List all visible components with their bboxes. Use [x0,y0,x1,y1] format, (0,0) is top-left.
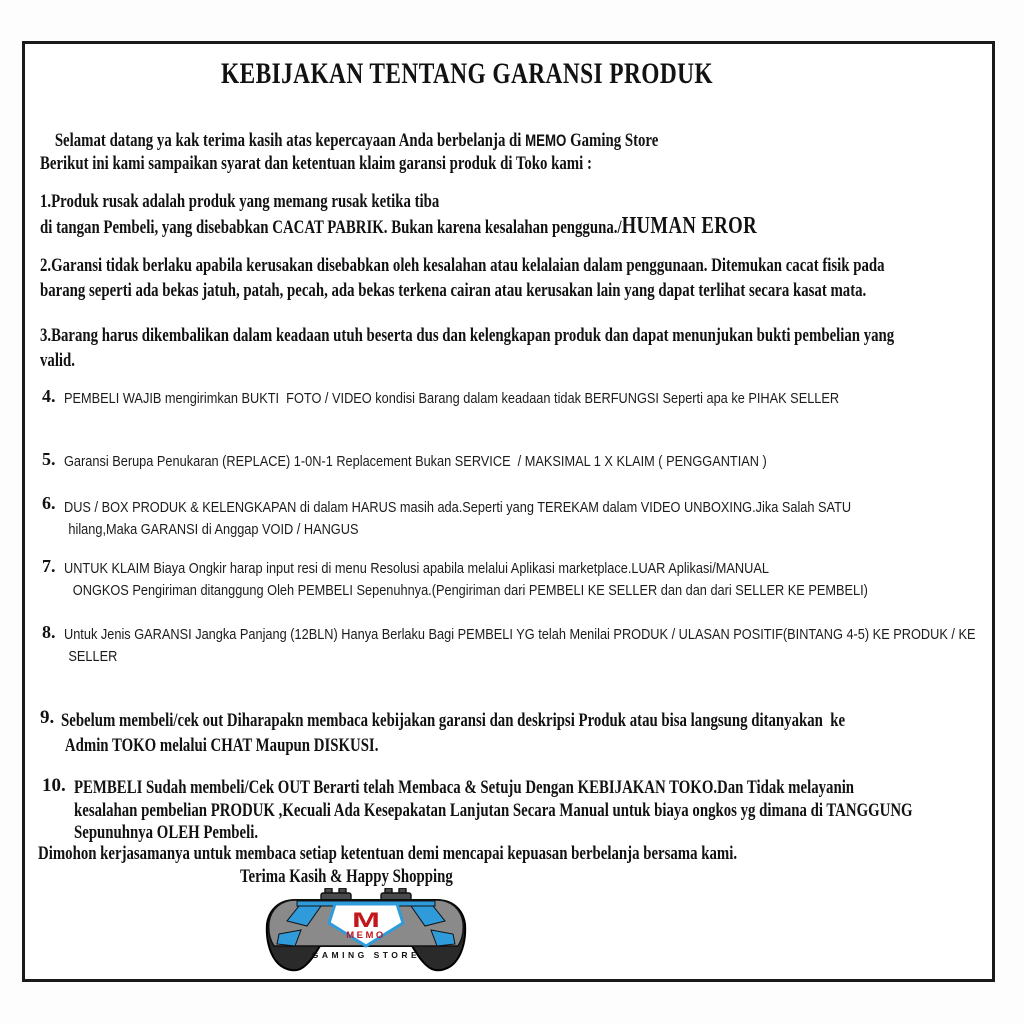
item-line: DUS / BOX PRODUK & KELENGKAPAN di dalam HARUS masih ada.Seperti yang TEREKAM dalam VIDEO UNBOXING.Jika Salah SATU [64,500,852,516]
logo-brand: MEMO [346,930,386,941]
item-line: valid. [40,350,76,371]
item-number: 5. [42,449,56,469]
human-error-emphasis: HUMAN EROR [621,213,758,239]
thanks-note: Terima Kasih & Happy Shopping [240,866,453,887]
warranty-item-9 [61,708,845,758]
item-line: hilang,Maka GARANSI di Anggap VOID / HANGUS [68,522,359,538]
gamepad-icon [265,888,470,978]
store-logo [265,888,470,983]
item-number: 8. [42,622,56,642]
item-line: 1.Produk rusak adalah produk yang memang rusak ketika tiba [40,191,440,212]
item-line: SELLER [68,649,118,665]
warranty-item-8 [64,624,976,668]
logo-tagline: GAMING STORE [311,950,421,960]
item-line: Sepunuhnya OLEH Pembeli. [74,822,259,843]
warranty-item-6 [64,497,851,541]
item-line: Admin TOKO melalui CHAT Maupun DISKUSI. [64,735,379,756]
terms-intro: Berikut ini kami sampaikan syarat dan ketentuan klaim garansi produk di Toko kami : [40,153,592,174]
warranty-item-3 [40,323,894,373]
item-number: 4. [42,386,56,406]
item-line: kesalahan pembelian PRODUK ,Kecuali Ada Kesepakatan Lanjutan Secara Manual untuk biaya ongkos yg dimana di TANGGUNG [74,799,913,821]
item-line: PEMBELI WAJIB mengirimkan BUKTI FOTO / VIDEO kondisi Barang dalam keadaan tidak BERFUNGSI Seperti apa ke PIHAK SELLER [64,391,840,407]
item-line: Untuk Jenis GARANSI Jangka Panjang (12BLN) Hanya Berlaku Bagi PEMBELI YG telah Menilai PRODUK / ULASAN POSITIF(BINTANG 4-5) KE PRODUK / KE [64,627,976,643]
warranty-item-10 [74,777,913,845]
item-number: 10. [42,775,66,796]
welcome-text-post: Gaming Store [566,130,659,151]
item-line: Garansi Berupa Penukaran (REPLACE) 1-0N-1 Replacement Bukan SERVICE / MAKSIMAL 1 X KLAIM ( PENGGANTIAN ) [64,454,767,470]
welcome-text-pre: Selamat datang ya kak terima kasih atas kepercayaan Anda berbelanja di [54,130,526,151]
item-line: PEMBELI Sudah membeli/Cek OUT Berarti telah Membaca & Setuju Dengan KEBIJAKAN TOKO.Dan Tidak melayanin [74,777,855,798]
warranty-item-2 [40,253,885,303]
item-line: 3.Barang harus dikembalikan dalam keadaan utuh beserta dus dan kelengkapan produk dan dapat menunjukan bukti pembelian yang [40,325,895,346]
brand-name: MEMO [525,131,567,150]
item-line: barang seperti ada bekas jatuh, patah, pecah, ada bekas terkena cairan atau kerusakan lain yang dapat terlihat secara kasat mata. [40,280,867,301]
closing-note: Dimohon kerjasamanya untuk membaca setiap ketentuan demi mencapai kepuasan berbelanja bersama kami. [38,843,738,864]
item-line: 2.Garansi tidak berlaku apabila kerusakan disebabkan oleh kesalahan atau kelalaian dalam penggunaan. Ditemukan cacat fisik pada [40,255,885,276]
warranty-item-1 [40,189,757,240]
warranty-item-4 [64,388,839,410]
page-title: KEBIJAKAN TENTANG GARANSI PRODUK [220,57,714,90]
warranty-item-7 [64,558,868,602]
item-number: 6. [42,493,56,513]
item-line: Sebelum membeli/cek out Diharapakn membaca kebijakan garansi dan deskripsi Produk atau bisa langsung ditanyakan ke [61,710,846,731]
item-number: 7. [42,556,56,576]
logo-monogram: M [352,908,380,932]
item-number: 9. [40,707,55,728]
item-line-text: di tangan Pembeli, yang disebabkan CACAT PABRIK. Bukan karena kesalahan pengguna./ [40,217,622,238]
item-line: ONGKOS Pengiriman ditanggung Oleh PEMBELI Sepenuhnya.(Pengiriman dari PEMBELI KE SELLER dan dan dari SELLER KE PEMBELI) [72,583,868,599]
warranty-item-5 [64,451,767,473]
item-line [40,214,757,240]
item-line: UNTUK KLAIM Biaya Ongkir harap input resi di menu Resolusi apabila melalui Aplikasi marketplace.LUAR Aplikasi/MANUAL [64,561,769,577]
